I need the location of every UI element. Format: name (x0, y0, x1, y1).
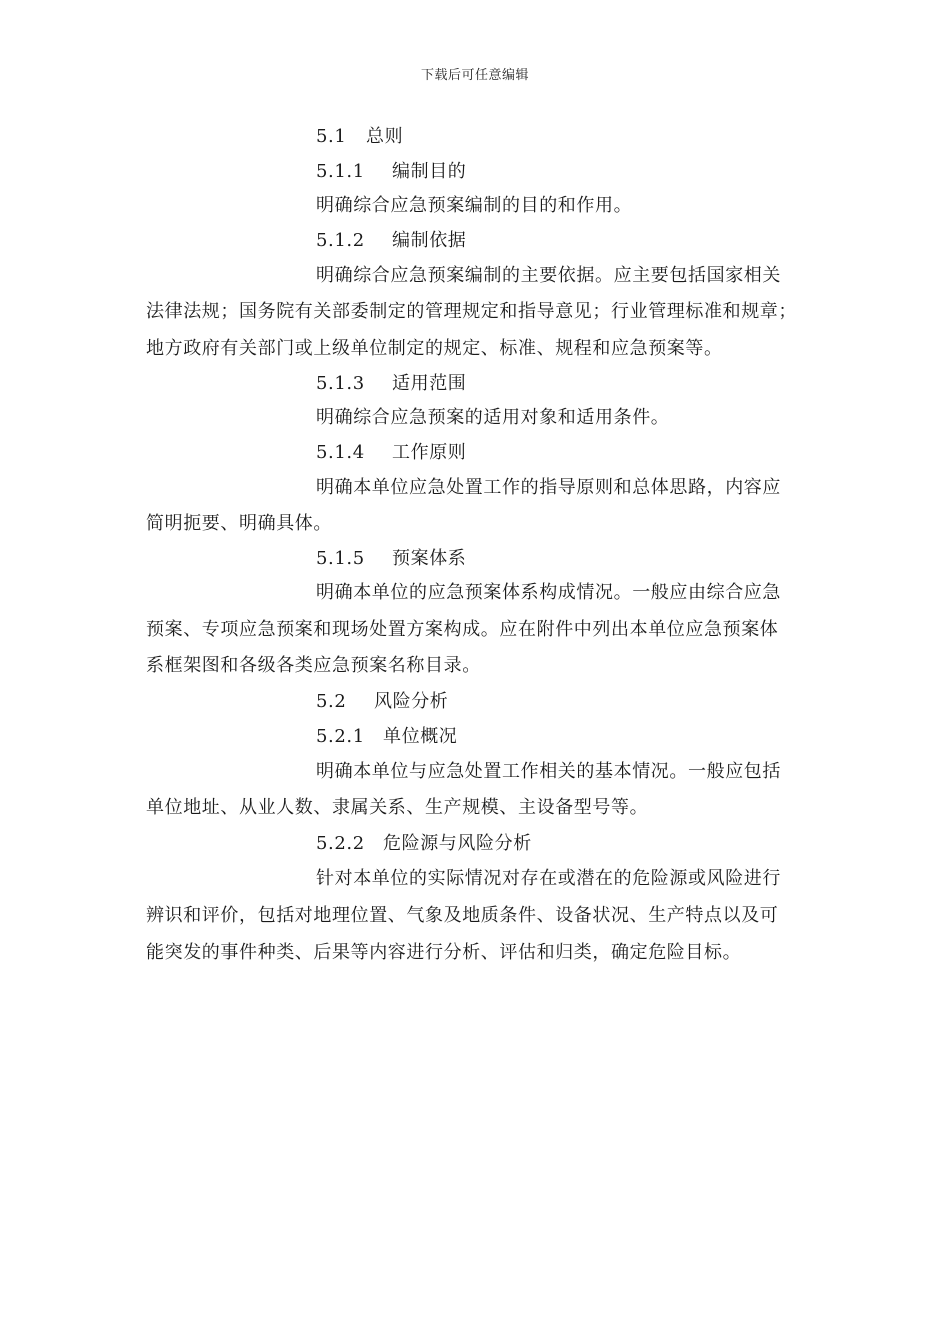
paragraph: 明确综合应急预案编制的目的和作用。 (316, 195, 633, 216)
section-number: 5.1.2 (316, 230, 365, 251)
section-title: 总则 (366, 126, 404, 147)
section-number: 5.2 (316, 691, 347, 712)
section-title: 危险源与风险分析 (383, 833, 532, 854)
paragraph-line: 单位地址、从业人数、隶属关系、生产规模、主设备型号等。 (146, 797, 649, 818)
section-heading (316, 832, 532, 856)
section-number: 5.1.4 (316, 442, 365, 463)
paragraph-line: 法律法规；国务院有关部委制定的管理规定和指导意见；行业管理标准和规章； (146, 301, 797, 322)
paragraph-line: 简明扼要、明确具体。 (146, 513, 332, 534)
section-heading (316, 125, 403, 149)
paragraph-line: 明确本单位与应急处置工作相关的基本情况。一般应包括 (316, 761, 781, 782)
section-title: 适用范围 (392, 373, 467, 394)
section-title: 单位概况 (383, 726, 458, 747)
section-title: 编制依据 (392, 230, 467, 251)
paragraph-line: 地方政府有关部门或上级单位制定的规定、标准、规程和应急预案等。 (146, 338, 723, 359)
paragraph-line: 辨识和评价，包括对地理位置、气象及地质条件、设备状况、生产特点以及可 (146, 905, 779, 926)
page-header: 下载后可任意编辑 (420, 68, 529, 83)
section-heading (316, 725, 457, 749)
section-number: 5.1.5 (316, 548, 365, 569)
section-heading (316, 690, 448, 714)
paragraph-line: 明确本单位应急处置工作的指导原则和总体思路，内容应 (316, 477, 781, 498)
section-number: 5.1.3 (316, 373, 365, 394)
section-number: 5.1.1 (316, 161, 365, 182)
section-title: 编制目的 (392, 161, 467, 182)
section-title: 风险分析 (374, 691, 449, 712)
paragraph-line: 系框架图和各级各类应急预案名称目录。 (146, 655, 481, 676)
section-number: 5.2.1 (316, 726, 365, 747)
paragraph-line: 能突发的事件种类、后果等内容进行分析、评估和归类，确定危险目标。 (146, 942, 742, 963)
section-heading (316, 547, 466, 571)
paragraph-line: 明确综合应急预案编制的主要依据。应主要包括国家相关 (316, 265, 781, 286)
section-heading (316, 372, 466, 396)
section-number: 5.2.2 (316, 833, 365, 854)
paragraph: 明确综合应急预案的适用对象和适用条件。 (316, 407, 670, 428)
section-title: 工作原则 (392, 442, 467, 463)
paragraph-line: 针对本单位的实际情况对存在或潜在的危险源或风险进行 (316, 868, 781, 889)
section-number: 5.1 (316, 126, 347, 147)
paragraph-line: 预案、专项应急预案和现场处置方案构成。应在附件中列出本单位应急预案体 (146, 619, 779, 640)
section-heading (316, 160, 466, 184)
section-heading (316, 441, 466, 465)
section-title: 预案体系 (392, 548, 467, 569)
paragraph-line: 明确本单位的应急预案体系构成情况。一般应由综合应急 (316, 582, 781, 603)
section-heading (316, 229, 466, 253)
